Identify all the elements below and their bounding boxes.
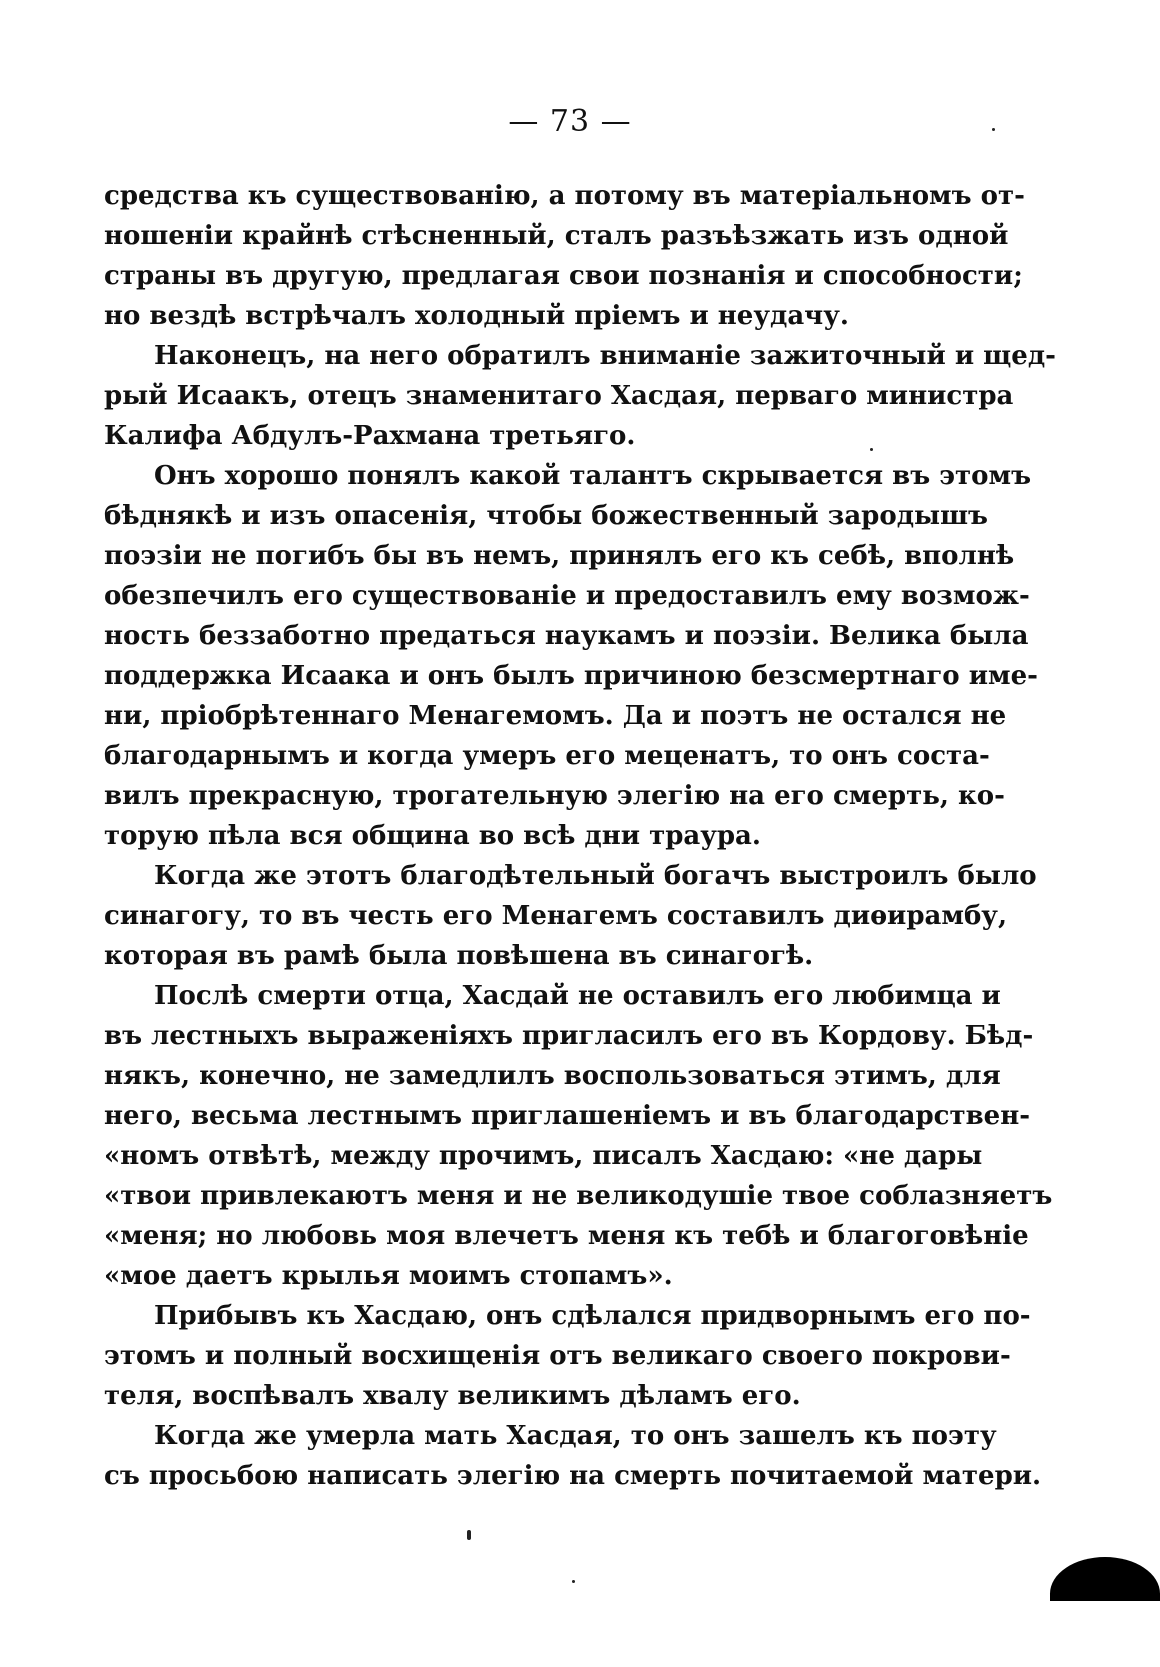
paragraph [104, 856, 1037, 976]
text-line: ношеніи крайнѣ стѣсненный, сталъ разъѣзжать изъ одной [104, 221, 1009, 251]
paragraph [104, 336, 1056, 456]
text-line: теля, воспѣвалъ хвалу великимъ дѣламъ его. [104, 1381, 801, 1411]
text-line: Когда же умерла мать Хасдая, то онъ зашелъ къ поэту [154, 1421, 997, 1451]
text-line: ни, пріобрѣтеннаго Менагемомъ. Да и поэтъ не остался не [104, 701, 1007, 731]
text-line: Когда же этотъ благодѣтельный богачъ выстроилъ было [154, 861, 1037, 891]
text-line: поддержка Исаака и онъ былъ причиною безсмертнаго имe- [104, 661, 1038, 691]
text-line: обезпечилъ его существованіе и предоставилъ ему возмож- [104, 581, 1030, 611]
paragraph [104, 1296, 1031, 1416]
text-line: него, весьма лестнымъ приглашеніемъ и въ благодарствен- [104, 1101, 1031, 1131]
paragraph [104, 176, 1025, 336]
paragraph [104, 1416, 1042, 1496]
text-line: съ просьбою написать элегію на смерть почитаемой матери. [104, 1461, 1042, 1491]
page-text [104, 176, 1056, 1496]
text-line: синагогу, то въ честь его Менагемъ составилъ диѳирамбу, [104, 901, 1007, 931]
page-number: — 73 — [508, 104, 632, 139]
text-line: «номъ отвѣтѣ, между прочимъ, писалъ Хасдаю: «не дары [104, 1141, 983, 1171]
paragraph [104, 456, 1038, 856]
text-line: средства къ существованію, а потому въ матеріальномъ от- [104, 181, 1025, 211]
text-line: въ лестныхъ выраженіяхъ пригласилъ его въ Кордову. Бѣд- [104, 1021, 1034, 1051]
text-line: бѣднякѣ и изъ опасенія, чтобы божественный зародышъ [104, 501, 988, 531]
text-line: благодарнымъ и когда умеръ его меценатъ, то онъ соста- [104, 741, 990, 771]
text-line: Калифа Абдулъ-Рахмана третьяго. [104, 421, 636, 451]
text-line: вилъ прекрасную, трогательную элегію на его смерть, ко- [104, 781, 1005, 811]
text-line: някъ, конечно, не замедлилъ воспользоваться этимъ, для [104, 1061, 1001, 1091]
text-line: Прибывъ къ Хасдаю, онъ сдѣлался придворнымъ его по- [154, 1301, 1031, 1331]
text-line: «меня; но любовь моя влечетъ меня къ тебѣ и благоговѣніе [104, 1221, 1029, 1251]
text-line: ность беззаботно предаться наукамъ и поэзіи. Велика была [104, 621, 1029, 651]
ink-speck [992, 128, 995, 131]
text-line: страны въ другую, предлагая свои познанія и способности; [104, 261, 1023, 291]
text-line: «твои привлекаютъ меня и не великодушіе твое соблазняетъ [104, 1181, 1053, 1211]
page-corner-smudge [1050, 1557, 1160, 1601]
ink-speck [870, 448, 873, 451]
text-line: Послѣ смерти отца, Хасдай не оставилъ его любимца и [154, 981, 1001, 1011]
ink-speck [572, 1580, 575, 1583]
text-line: поэзіи не погибъ бы въ немъ, принялъ его къ себѣ, вполнѣ [104, 541, 1015, 571]
text-line: «мое даетъ крылья моимъ стопамъ». [104, 1261, 673, 1291]
text-line: которая въ рамѣ была повѣшена въ синагогѣ. [104, 941, 814, 971]
text-line: но вездѣ встрѣчалъ холодный пріемъ и неудачу. [104, 301, 849, 331]
ink-speck [467, 1530, 471, 1540]
text-line: Онъ хорошо понялъ какой талантъ скрывается въ этомъ [154, 461, 1032, 491]
text-line: этомъ и полный восхищенія отъ великаго своего покрови- [104, 1341, 1011, 1371]
text-line: Наконецъ, на него обратилъ вниманіе зажиточный и щед- [154, 341, 1056, 371]
text-line: рый Исаакъ, отецъ знаменитаго Хасдая, перваго министра [104, 381, 1014, 411]
text-line: торую пѣла вся община во всѣ дни траура. [104, 821, 761, 851]
paragraph [104, 976, 1053, 1296]
